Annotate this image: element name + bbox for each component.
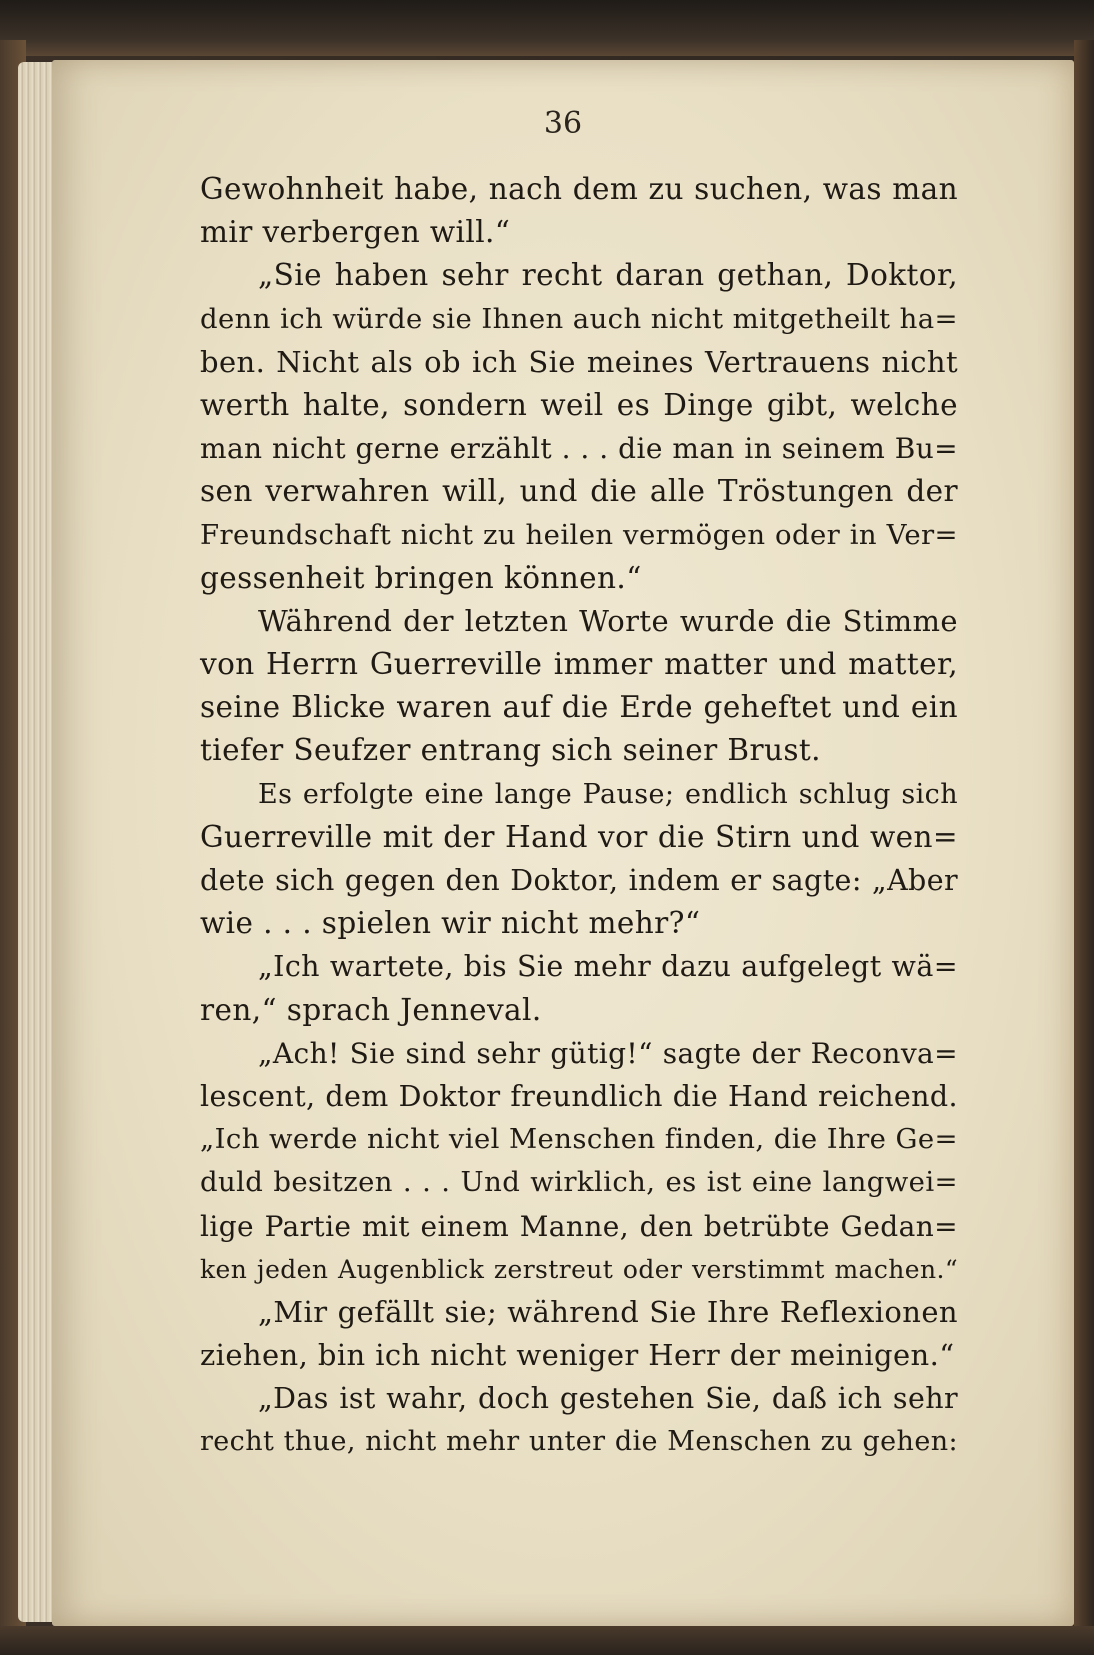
book-cover-bottom	[0, 1626, 1094, 1655]
book-cover-top	[0, 0, 1094, 56]
text-line: ziehen, bin ich nicht weniger Herr der meinigen.“	[200, 1338, 955, 1373]
text-line: Während der letzten Worte wurde die Stimme	[258, 603, 958, 638]
text-line: ben. Nicht als ob ich Sie meines Vertrauens nicht	[200, 344, 958, 379]
text-line: „Sie haben sehr recht daran gethan, Doktor,	[258, 258, 958, 293]
text-line: werth halte, sondern weil es Dinge gibt, welche	[200, 387, 958, 422]
book-cover-right	[1074, 40, 1094, 1655]
book-page	[52, 60, 1074, 1626]
text-line: lige Partie mit einem Manne, den betrübte Gedan=	[200, 1209, 958, 1243]
text-line: duld besitzen . . . Und wirklich, es ist eine langwei=	[200, 1166, 958, 1199]
text-line: „Ich werde nicht viel Menschen finden, die Ihre Ge=	[200, 1123, 958, 1156]
text-line: „Mir gefällt sie; während Sie Ihre Reflexionen	[258, 1294, 958, 1329]
text-line: man nicht gerne erzählt . . . die man in seinem Bu=	[200, 432, 958, 466]
text-line: von Herrn Guerreville immer matter und matter,	[200, 647, 958, 682]
text-line: ren,“ sprach Jenneval.	[200, 992, 542, 1027]
body-text	[200, 168, 958, 1464]
text-line: recht thue, nicht mehr unter die Menschen zu gehen:	[200, 1426, 958, 1458]
text-line: „Ach! Sie sind sehr gütig!“ sagte der Reconva=	[258, 1036, 958, 1070]
text-line: dete sich gegen den Doktor, indem er sagte: „Aber	[200, 864, 958, 897]
text-line: lescent, dem Doktor freundlich die Hand reichend.	[200, 1079, 958, 1113]
text-line: Guerreville mit der Hand vor die Stirn und wen=	[200, 819, 958, 854]
text-line: Es erfolgte eine lange Pause; endlich schlug sich	[258, 778, 958, 810]
text-line: seine Blicke waren auf die Erde geheftet und ein	[200, 690, 958, 725]
text-line: mir verbergen will.“	[200, 215, 511, 250]
text-line: ken jeden Augenblick zerstreut oder verstimmt machen.“	[200, 1254, 958, 1284]
text-line: wie . . . spielen wir nicht mehr?“	[200, 906, 701, 941]
text-line: Gewohnheit habe, nach dem zu suchen, was man	[200, 172, 958, 206]
text-line: Freundschaft nicht zu heilen vermögen oder in Ver=	[200, 518, 958, 551]
text-line: gessenheit bringen können.“	[200, 560, 642, 595]
text-line: denn ich würde sie Ihnen auch nicht mitgetheilt ha=	[200, 302, 958, 335]
text-line: tiefer Seufzer entrang sich seiner Brust.	[200, 733, 821, 768]
page-number: 36	[543, 106, 583, 141]
text-line: „Das ist wahr, doch gestehen Sie, daß ich sehr	[258, 1382, 958, 1416]
text-line: „Ich wartete, bis Sie mehr dazu aufgelegt wä=	[258, 950, 958, 984]
text-line: sen verwahren will, und die alle Tröstungen der	[200, 474, 958, 509]
